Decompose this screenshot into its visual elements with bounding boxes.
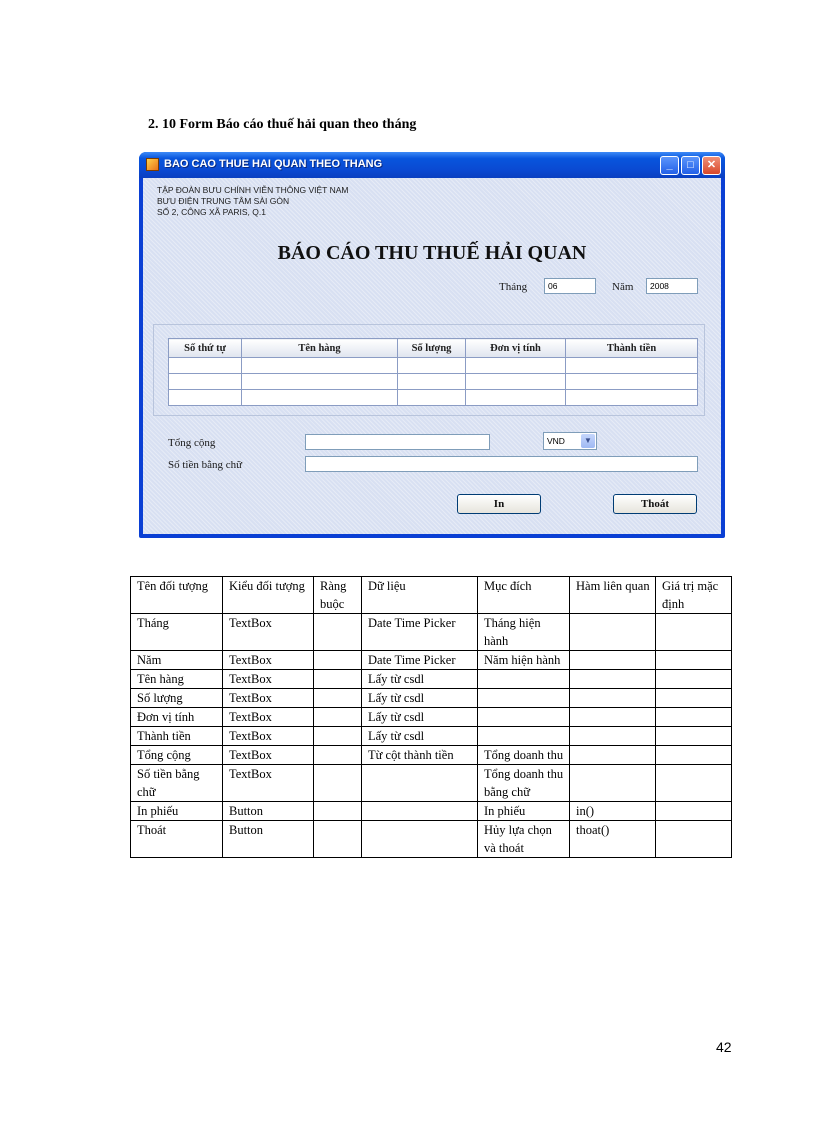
spec-cell: TextBox [223, 727, 314, 746]
spec-cell [656, 821, 732, 858]
spec-cell: Đơn vị tính [131, 708, 223, 727]
spec-cell: Hủy lựa chọn và thoát [478, 821, 570, 858]
spec-header: Ràng buộc [314, 577, 362, 614]
grid-row[interactable] [169, 390, 698, 406]
spec-cell: TextBox [223, 614, 314, 651]
spec-row [131, 651, 732, 670]
spec-cell [656, 670, 732, 689]
spec-cell [656, 708, 732, 727]
spec-header: Kiểu đối tượng [223, 577, 314, 614]
spec-cell [570, 614, 656, 651]
org-line-1: TẬP ĐOÀN BƯU CHÍNH VIỄN THÔNG VIỆT NAM [157, 185, 349, 195]
spec-row [131, 708, 732, 727]
section-heading: 2. 10 Form Báo cáo thuế hải quan theo tháng [148, 117, 417, 132]
report-title: BÁO CÁO THU THUẾ HẢI QUAN [277, 242, 587, 264]
org-line-2: BƯU ĐIỆN TRUNG TÂM SÀI GÒN [157, 196, 290, 206]
grid-header-stt[interactable]: Số thứ tự [169, 339, 242, 358]
currency-select[interactable] [543, 432, 597, 450]
spec-cell: Tổng doanh thu bằng chữ [478, 765, 570, 802]
print-button[interactable]: In [457, 494, 541, 514]
report-window [139, 152, 725, 538]
spec-cell [656, 802, 732, 821]
grid-header-thanh-tien[interactable]: Thành tiền [566, 339, 698, 358]
total-input[interactable] [305, 434, 490, 450]
maximize-icon[interactable]: □ [681, 156, 700, 175]
grid-row[interactable] [169, 374, 698, 390]
spec-cell [478, 670, 570, 689]
spec-cell [656, 727, 732, 746]
page-number: 42 [716, 1039, 732, 1055]
spec-cell [362, 821, 478, 858]
spec-cell [570, 765, 656, 802]
spec-cell [656, 746, 732, 765]
window-title: BAO CAO THUE HAI QUAN THEO THANG [164, 158, 383, 170]
total-label: Tổng cộng [168, 437, 216, 449]
year-input[interactable]: 2008 [646, 278, 698, 294]
spec-cell: Lấy từ csdl [362, 689, 478, 708]
currency-value: VND [547, 436, 565, 446]
chevron-down-icon[interactable]: ▼ [581, 434, 595, 448]
spec-cell: In phiếu [131, 802, 223, 821]
spec-cell [570, 746, 656, 765]
spec-cell [478, 708, 570, 727]
spec-row [131, 727, 732, 746]
spec-header: Tên đối tượng [131, 577, 223, 614]
grid-row[interactable] [169, 358, 698, 374]
spec-cell: Tên hàng [131, 670, 223, 689]
spec-header: Mục đích [478, 577, 570, 614]
spec-cell [362, 765, 478, 802]
spec-header: Giá trị mặc định [656, 577, 732, 614]
spec-cell [314, 614, 362, 651]
month-input[interactable]: 06 [544, 278, 596, 294]
spec-cell: Tổng cộng [131, 746, 223, 765]
spec-row [131, 802, 732, 821]
spec-row [131, 821, 732, 858]
spec-cell: Lấy từ csdl [362, 670, 478, 689]
spec-cell [314, 765, 362, 802]
spec-row [131, 670, 732, 689]
spec-cell [570, 708, 656, 727]
spec-cell [314, 821, 362, 858]
spec-cell: Năm [131, 651, 223, 670]
spec-cell [656, 689, 732, 708]
spec-table [130, 576, 732, 858]
spec-cell [314, 689, 362, 708]
spec-cell: Button [223, 802, 314, 821]
spec-cell: thoat() [570, 821, 656, 858]
spec-cell: Số lượng [131, 689, 223, 708]
grid-header-ten-hang[interactable]: Tên hàng [242, 339, 398, 358]
spec-cell [314, 746, 362, 765]
spec-cell: Button [223, 821, 314, 858]
spec-cell [314, 651, 362, 670]
spec-cell: TextBox [223, 746, 314, 765]
items-grid[interactable] [168, 338, 698, 406]
spec-header: Dữ liệu [362, 577, 478, 614]
spec-cell [656, 765, 732, 802]
words-label: Số tiền bằng chữ [168, 459, 243, 471]
spec-cell [656, 651, 732, 670]
spec-cell: Số tiền bằng chữ [131, 765, 223, 802]
spec-cell: TextBox [223, 689, 314, 708]
spec-row [131, 614, 732, 651]
spec-cell [314, 802, 362, 821]
spec-cell [570, 670, 656, 689]
spec-row [131, 765, 732, 802]
spec-cell: Năm hiện hành [478, 651, 570, 670]
words-input[interactable] [305, 456, 698, 472]
spec-cell [570, 689, 656, 708]
close-icon[interactable]: ✕ [702, 156, 721, 175]
spec-cell: TextBox [223, 765, 314, 802]
spec-cell [656, 614, 732, 651]
spec-cell [314, 708, 362, 727]
spec-cell [362, 802, 478, 821]
app-icon [146, 158, 159, 171]
month-label: Tháng [499, 281, 528, 293]
spec-cell: In phiếu [478, 802, 570, 821]
spec-header: Hàm liên quan [570, 577, 656, 614]
spec-header-row [131, 577, 732, 614]
window-titlebar[interactable] [139, 152, 725, 178]
spec-cell [314, 670, 362, 689]
spec-cell: Date Time Picker [362, 614, 478, 651]
spec-cell [570, 651, 656, 670]
spec-cell: Lấy từ csdl [362, 708, 478, 727]
year-label: Năm [612, 281, 634, 293]
spec-cell: Tháng hiện hành [478, 614, 570, 651]
spec-cell [478, 689, 570, 708]
spec-row [131, 746, 732, 765]
spec-row [131, 689, 732, 708]
spec-cell: TextBox [223, 670, 314, 689]
spec-cell: Thoát [131, 821, 223, 858]
minimize-icon[interactable]: _ [660, 156, 679, 175]
spec-cell: Tháng [131, 614, 223, 651]
spec-cell: Tổng doanh thu [478, 746, 570, 765]
spec-cell: TextBox [223, 651, 314, 670]
grid-header-don-vi[interactable]: Đơn vị tính [466, 339, 566, 358]
spec-cell: Date Time Picker [362, 651, 478, 670]
org-line-3: SỐ 2, CÔNG XÃ PARIS, Q.1 [157, 207, 266, 217]
spec-cell: in() [570, 802, 656, 821]
spec-cell: Lấy từ csdl [362, 727, 478, 746]
spec-cell: Từ cột thành tiền [362, 746, 478, 765]
spec-cell: TextBox [223, 708, 314, 727]
exit-button[interactable]: Thoát [613, 494, 697, 514]
grid-header-so-luong[interactable]: Số lượng [398, 339, 466, 358]
spec-cell: Thành tiền [131, 727, 223, 746]
spec-cell [314, 727, 362, 746]
spec-cell [478, 727, 570, 746]
spec-cell [570, 727, 656, 746]
